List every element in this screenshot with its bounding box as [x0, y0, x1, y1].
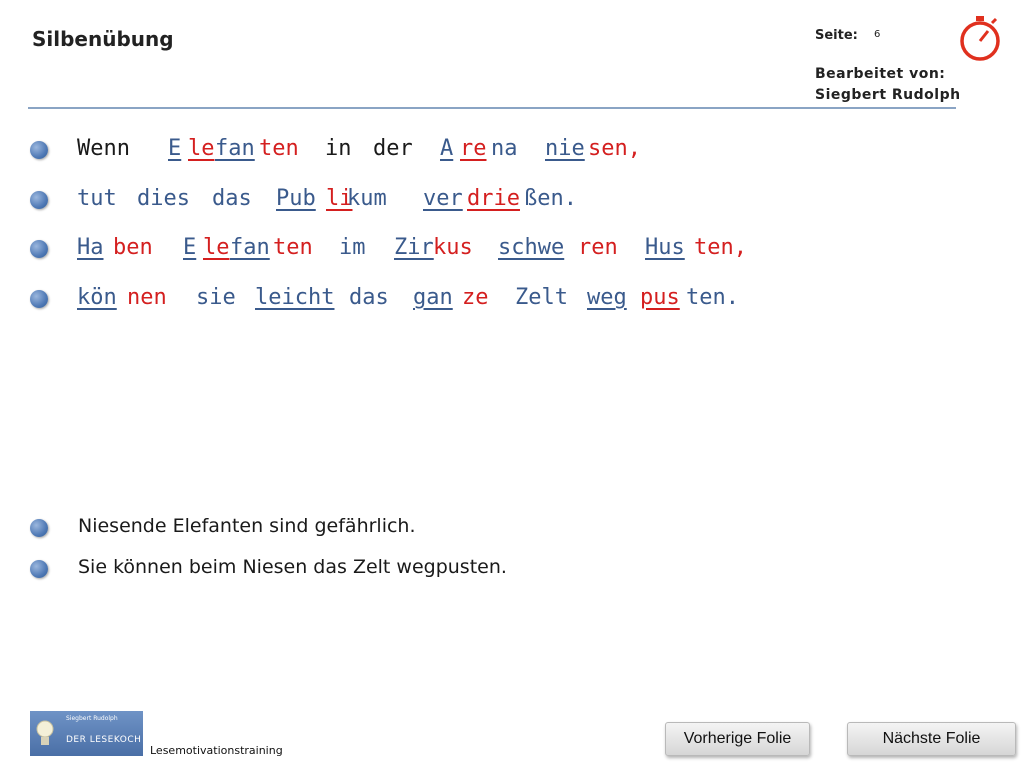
- bullet-icon: [30, 560, 48, 578]
- logo-text: DER LESEKOCH: [66, 735, 142, 745]
- syllable: le: [203, 235, 230, 260]
- bullet-icon: [30, 141, 48, 159]
- logo-small-text: Siegbert Rudolph: [66, 715, 118, 722]
- page-label: Seite:: [815, 28, 858, 43]
- syllable: gan: [413, 285, 453, 310]
- syllable: sie: [196, 285, 236, 310]
- syllable: der: [373, 136, 413, 161]
- syllable: im: [339, 235, 366, 260]
- syllable: ten: [259, 136, 299, 161]
- syllable: Wenn: [77, 136, 130, 161]
- lesekoch-logo: [30, 711, 143, 756]
- syllable: das: [212, 186, 252, 211]
- bullet-icon: [30, 290, 48, 308]
- syllable: ten,: [694, 235, 747, 260]
- page-title: Silbenübung: [32, 27, 174, 51]
- syllable: ßen.: [524, 186, 577, 211]
- syllable: le: [188, 136, 215, 161]
- syllable: ren: [578, 235, 618, 260]
- editor-name: Siegbert Rudolph: [815, 87, 961, 103]
- syllable: ten.: [686, 285, 739, 310]
- syllable: Hus: [645, 235, 685, 260]
- next-slide-button[interactable]: Nächste Folie: [847, 722, 1016, 756]
- syllable: nen: [127, 285, 167, 310]
- syllable: weg: [587, 285, 627, 310]
- footer-label: Lesemotivationstraining: [150, 744, 283, 757]
- header-divider: [28, 107, 956, 109]
- syllable: das: [349, 285, 389, 310]
- syllable: kum: [347, 186, 387, 211]
- previous-slide-button[interactable]: Vorherige Folie: [665, 722, 810, 756]
- syllable: Zelt: [515, 285, 568, 310]
- syllable: kus: [433, 235, 473, 260]
- syllable: li: [326, 186, 353, 211]
- syllable: schwe: [498, 235, 565, 260]
- syllable: Ha: [77, 235, 104, 260]
- syllable: in: [325, 136, 352, 161]
- syllable: ver: [423, 186, 463, 211]
- bullet-icon: [30, 191, 48, 209]
- lightbulb-icon: [35, 719, 55, 749]
- syllable: ben: [113, 235, 153, 260]
- sentence-line: [30, 515, 630, 551]
- sentence-line: [30, 556, 630, 592]
- syllable: sen,: [588, 136, 641, 161]
- syllable: E: [183, 235, 197, 260]
- syllable: fan: [230, 235, 270, 260]
- syllable: pus: [640, 285, 680, 310]
- sentence: Niesende Elefanten sind gefährlich.: [78, 515, 416, 537]
- bullet-icon: [30, 240, 48, 258]
- syllable: A: [440, 136, 454, 161]
- syllable: kön: [77, 285, 117, 310]
- page-number: 6: [874, 29, 881, 40]
- syllable: ze: [462, 285, 489, 310]
- syllable: ten: [273, 235, 313, 260]
- syllable: E: [168, 136, 182, 161]
- sentence: Sie können beim Niesen das Zelt wegpusten.: [78, 556, 507, 578]
- syllable: dies: [137, 186, 190, 211]
- syllable: fan: [215, 136, 255, 161]
- syllable: Zir: [394, 235, 434, 260]
- bullet-icon: [30, 519, 48, 537]
- syllable: leicht: [255, 285, 335, 310]
- syllable: Pub: [276, 186, 316, 211]
- syllable: re: [460, 136, 487, 161]
- stopwatch-icon[interactable]: [956, 14, 1004, 62]
- syllable: drie: [467, 186, 520, 211]
- syllable: nie: [545, 136, 585, 161]
- syllable: tut: [77, 186, 117, 211]
- editor-label: Bearbeitet von:: [815, 66, 946, 82]
- syllable: na: [491, 136, 518, 161]
